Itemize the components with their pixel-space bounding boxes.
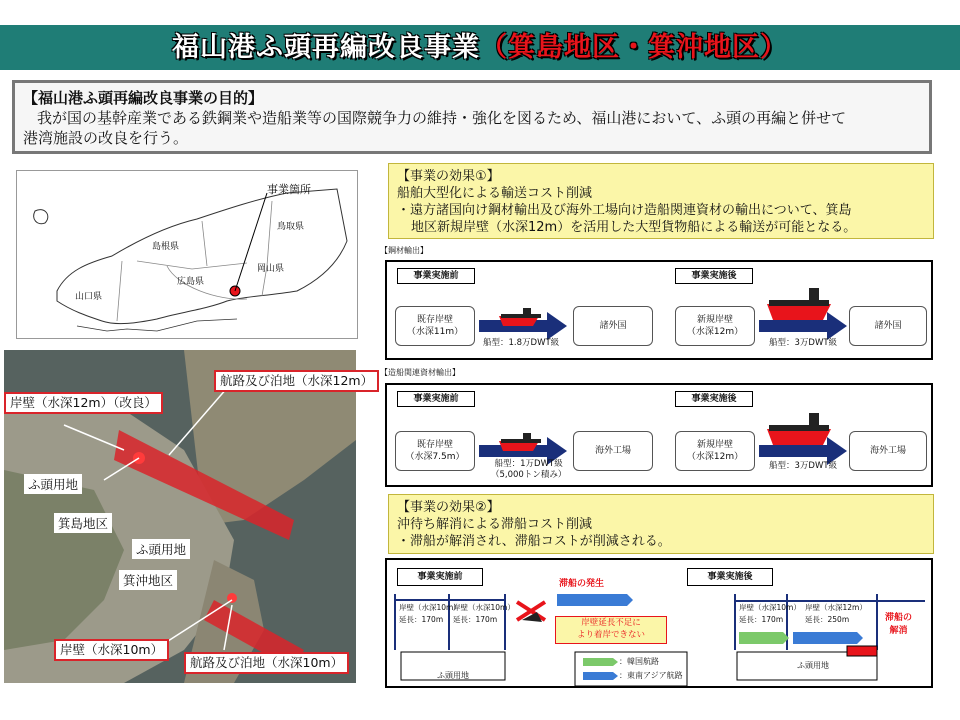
- ship-ship-before-load: （5,000トン積み）: [491, 470, 567, 480]
- purpose-body-1: 我が国の基幹産業である鉄鋼業や造船業等の国際競争力の維持・強化を図るため、福山港において、ふ頭の再編と併せて: [37, 109, 847, 127]
- aerial-photo: [4, 350, 374, 683]
- ship-berth-before: [395, 431, 475, 471]
- effect-1-line-1: 船舶大型化による輸送コスト削減: [397, 186, 593, 201]
- cong-yard-after: ふ頭用地: [797, 661, 829, 670]
- legend-korea: ：韓国航路: [619, 657, 659, 666]
- cong-resolved-2: 解消: [889, 626, 908, 636]
- steel-berth-before-depth: （水深11m）: [406, 327, 464, 337]
- cong-len-c: 延長：170m: [739, 615, 784, 624]
- steel-berth-after: [675, 306, 755, 346]
- ship-dest-before: 海外工場: [573, 431, 653, 471]
- cong-berth-c: 岸壁（水深10m）: [739, 603, 801, 612]
- ship-berth-after: [675, 431, 755, 471]
- cong-resolved: [885, 610, 912, 636]
- effect-1-line-3: 地区新規岸壁（水深12m）を活用した大型貨物船による輸送が可能となる。: [411, 220, 857, 235]
- cong-warning-1: 岸壁延長不足に: [581, 618, 641, 628]
- callout-channel-12m: 航路及び泊地（水深12m）: [214, 370, 379, 392]
- cong-berth-d: 岸壁（水深12m）: [805, 603, 867, 612]
- cong-yard-before: ふ頭用地: [437, 671, 469, 680]
- ship-after-tag: 事業実施後: [675, 391, 753, 407]
- title-sub: （箕島地区・箕沖地区）: [480, 32, 788, 63]
- steel-berth-after-depth: （水深12m）: [686, 327, 744, 337]
- ship-ship-before: [491, 459, 566, 481]
- ship-berth-before-depth: （水深7.5m）: [405, 452, 465, 462]
- pref-okayama: 岡山県: [257, 264, 285, 274]
- cong-resolved-1: 滞船の: [885, 613, 913, 623]
- steel-flow-panel: [385, 260, 933, 360]
- cong-occur-label: 滞船の発生: [559, 579, 605, 589]
- ship-berth-after-name: 新規岸壁: [696, 440, 733, 450]
- location-map: [16, 170, 358, 339]
- ship-caption: 【造船関連資材輸出】: [380, 368, 460, 377]
- steel-before-tag: 事業実施前: [397, 268, 475, 284]
- ship-flow-panel: [385, 383, 933, 487]
- label-minooki: 箕沖地区: [119, 570, 177, 590]
- ship-dest-after: 海外工場: [849, 431, 927, 471]
- ship-before-tag: 事業実施前: [397, 391, 475, 407]
- steel-berth-before: [395, 306, 475, 346]
- label-minoshima: 箕島地区: [54, 513, 112, 533]
- steel-dest-after: 諸外国: [849, 306, 927, 346]
- effect-2-line-1: 沖待ち解消による滞船コスト削減: [397, 517, 593, 532]
- steel-after-arrow-icon: [759, 282, 849, 338]
- steel-before-arrow-icon: [479, 296, 569, 336]
- page-title: [0, 25, 960, 70]
- ship-ship-after: 船型：3万DWT級: [769, 461, 838, 471]
- ship-ship-before-size: 船型：1万DWT級: [494, 459, 563, 469]
- effect-2-line-2: ・滞船が解消され、滞船コストが削減される。: [397, 534, 671, 549]
- effect-2-box: [388, 494, 934, 554]
- effect-2-heading: 【事業の効果②】: [397, 500, 500, 515]
- congestion-panel: [385, 558, 933, 688]
- ship-berth-after-depth: （水深12m）: [686, 452, 744, 462]
- legend-sea-asia: ：東南アジア航路: [619, 671, 683, 680]
- pref-hiroshima: 広島県: [177, 277, 205, 287]
- callout-berth-12m: 岸壁（水深12m）（改良）: [4, 392, 163, 414]
- steel-after-tag: 事業実施後: [675, 268, 753, 284]
- steel-ship-after: 船型：3万DWT級: [769, 338, 838, 348]
- label-futo-minoshima: ふ頭用地: [24, 474, 82, 494]
- ship-after-arrow-icon: [759, 407, 849, 463]
- title-bar: [0, 25, 960, 70]
- site-label: 事業箇所: [267, 183, 311, 196]
- label-futo-minooki: ふ頭用地: [132, 539, 190, 559]
- cong-berth-a: 岸壁（水深10m）: [399, 603, 461, 612]
- cong-len-b: 延長：170m: [453, 615, 498, 624]
- title-main: 福山港ふ頭再編改良事業: [172, 32, 480, 63]
- cong-before-tag: 事業実施前: [397, 568, 483, 586]
- pref-yamaguchi: 山口県: [75, 292, 103, 302]
- steel-dest-before: 諸外国: [573, 306, 653, 346]
- cong-warning-2: より着岸できない: [576, 630, 645, 640]
- purpose-box: [12, 80, 932, 154]
- effect-1-line-2: ・遠方諸国向け鋼材輸出及び海外工場向け造船関連資材の輸出について、箕島: [397, 203, 852, 218]
- purpose-heading: 【福山港ふ頭再編改良事業の目的】: [23, 89, 264, 107]
- cong-berth-b: 岸壁（水深10m）: [453, 603, 515, 612]
- effect-1-heading: 【事業の効果①】: [397, 169, 500, 184]
- effect-1-box: [388, 163, 934, 239]
- pref-shimane: 島根県: [152, 242, 180, 252]
- steel-berth-after-name: 新規岸壁: [696, 315, 733, 325]
- steel-ship-before: 船型：1.8万DWT級: [483, 338, 560, 348]
- ship-before-arrow-icon: [479, 421, 569, 461]
- callout-channel-10m: 航路及び泊地（水深10m）: [184, 652, 349, 674]
- cong-len-a: 延長：170m: [399, 615, 444, 624]
- callout-berth-10m: 岸壁（水深10m）: [54, 639, 169, 661]
- purpose-body-2: 港湾施設の改良を行う。: [23, 129, 189, 147]
- steel-caption: 【鋼材輸出】: [380, 246, 428, 255]
- cong-after-tag: 事業実施後: [687, 568, 773, 586]
- cong-warning: [555, 616, 667, 644]
- pref-tottori: 鳥取県: [277, 222, 305, 232]
- steel-berth-before-name: 既存岸壁: [416, 315, 453, 325]
- ship-berth-before-name: 既存岸壁: [416, 440, 453, 450]
- cong-len-d: 延長：250m: [805, 615, 850, 624]
